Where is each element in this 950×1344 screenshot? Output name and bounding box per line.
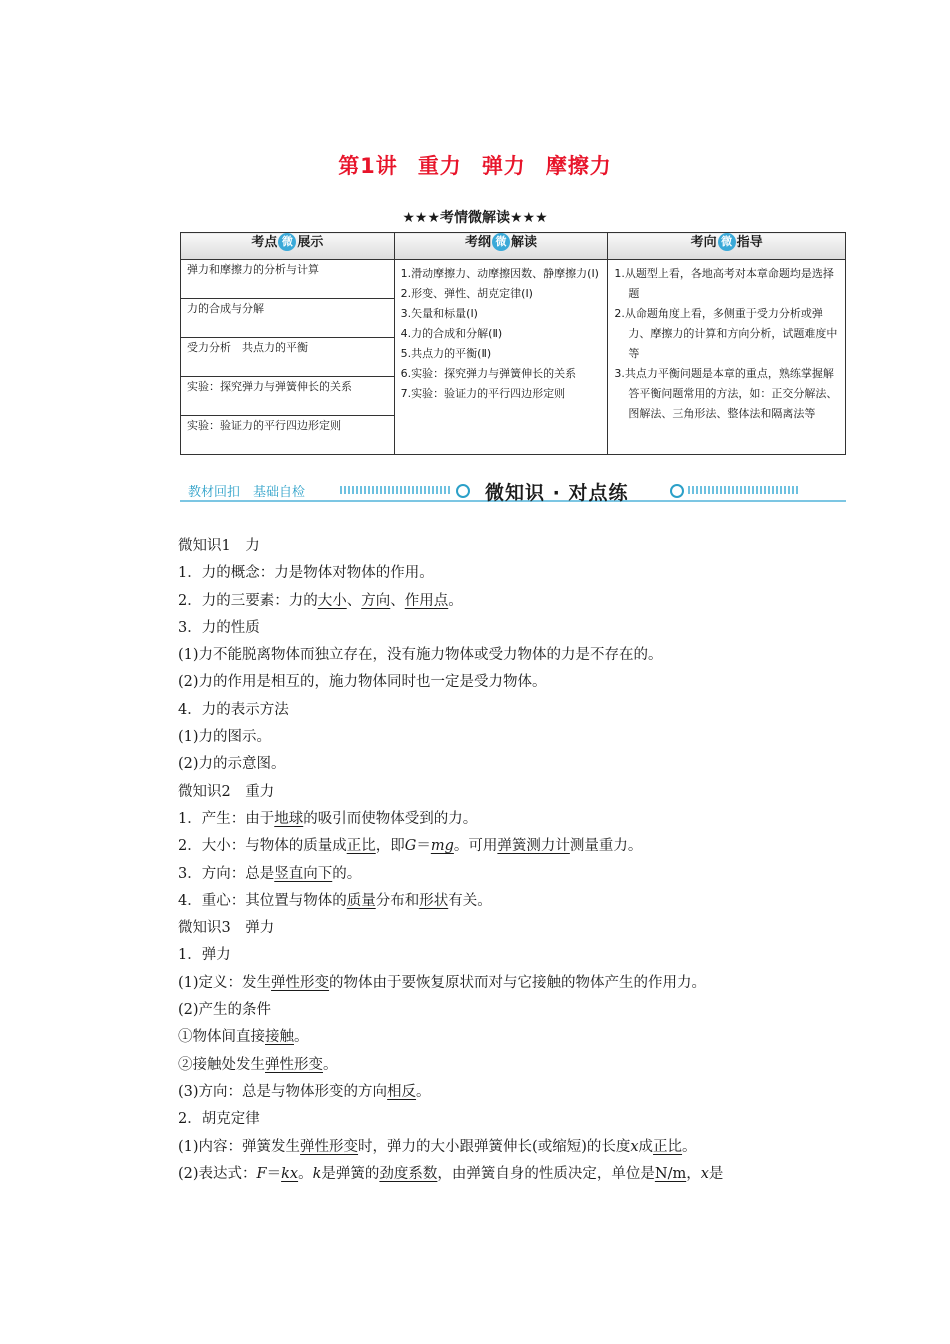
text-segment: 是 bbox=[708, 1165, 724, 1182]
text-segment: (1)力的图示。 bbox=[178, 729, 272, 746]
text-line bbox=[178, 1024, 858, 1051]
banner-left-label: 教材回扣 基础自检 bbox=[188, 485, 306, 500]
text-line bbox=[178, 779, 858, 806]
text-line bbox=[178, 751, 858, 778]
text-line bbox=[178, 1134, 858, 1161]
text-segment: 1．弹力 bbox=[178, 947, 231, 964]
text-line bbox=[178, 697, 858, 724]
text-segment: 3．力的性质 bbox=[178, 619, 260, 636]
text-segment: (2)力的示意图。 bbox=[178, 756, 286, 773]
text-segment: 。 bbox=[682, 1138, 697, 1155]
text-line bbox=[178, 533, 858, 560]
underlined-answer: 方向 bbox=[361, 592, 391, 609]
text-line bbox=[178, 806, 858, 833]
underlined-answer: 弹簧测力计 bbox=[497, 838, 570, 855]
guidance-item: 2.从命题角度上看，多侧重于受力分析或弹力、摩擦力的计算和方向分析，试题难度中等 bbox=[614, 307, 838, 360]
text-segment: (1)力不能脱离物体而独立存在，没有施力物体或受力物体的力是不存在的。 bbox=[178, 647, 663, 664]
text-line bbox=[178, 1106, 858, 1133]
text-segment: x bbox=[630, 1138, 639, 1155]
text-line bbox=[178, 997, 858, 1024]
text-line bbox=[178, 642, 858, 669]
text-segment: ，由弹簧自身的性质决定，单位是 bbox=[437, 1165, 655, 1182]
syllabus-item: 7.实验：验证力的平行四边形定则 bbox=[400, 387, 566, 400]
text-segment: 1．产生：由于 bbox=[178, 810, 275, 827]
text-segment: (1)内容：弹簧发生 bbox=[178, 1138, 301, 1155]
text-segment: 2．胡克定律 bbox=[178, 1111, 260, 1128]
guidance-item: 1.从题型上看，各地高考对本章命题均是选择题 bbox=[614, 267, 834, 300]
text-segment: 、 bbox=[346, 592, 362, 609]
syllabus-item: 3.矢量和标量(Ⅰ) bbox=[400, 307, 478, 320]
title-part-gravity: 重力 bbox=[417, 154, 462, 178]
guidance-cell bbox=[608, 260, 846, 455]
title-part-elastic: 弹力 bbox=[481, 154, 526, 178]
underlined-answer: mg bbox=[430, 838, 454, 855]
text-segment: 测量重力。 bbox=[569, 838, 643, 855]
text-segment: 是弹簧的 bbox=[321, 1165, 380, 1182]
text-line bbox=[178, 833, 858, 860]
underlined-answer: 正比 bbox=[653, 1138, 683, 1155]
syllabus-cell bbox=[394, 260, 608, 455]
text-segment: G bbox=[404, 838, 417, 855]
underlined-answer: 弹性形变 bbox=[271, 974, 330, 991]
text-segment: ， bbox=[686, 1165, 701, 1182]
text-segment: 微知识3 弹力 bbox=[178, 920, 275, 937]
underlined-answer: 形状 bbox=[419, 892, 449, 909]
text-segment: k bbox=[312, 1165, 322, 1182]
text-segment: ＝ bbox=[416, 838, 431, 855]
text-segment: 时，弹力的大小跟弹簧伸长(或缩短)的长度 bbox=[358, 1138, 631, 1155]
underlined-answer: 弹性形变 bbox=[265, 1056, 323, 1073]
text-segment: 。 bbox=[323, 1056, 338, 1073]
wei-badge-icon: 微 bbox=[718, 233, 736, 251]
syllabus-item: 1.滑动摩擦力、动摩擦因数、静摩擦力(Ⅰ) bbox=[400, 267, 599, 280]
text-line bbox=[178, 615, 858, 642]
text-segment: ①物体间直接 bbox=[178, 1029, 265, 1046]
text-segment: 。 bbox=[448, 592, 463, 609]
wei-badge-icon: 微 bbox=[278, 233, 296, 251]
text-segment: 4．力的表示方法 bbox=[178, 701, 289, 718]
underlined-answer: 竖直向下 bbox=[274, 865, 333, 882]
exam-point-cell: 实验：探究弹力与弹簧伸长的关系 bbox=[181, 377, 395, 416]
text-segment: (3)方向：总是与物体形变的方向 bbox=[178, 1083, 388, 1100]
text-segment: 微知识2 重力 bbox=[178, 783, 275, 800]
syllabus-item: 6.实验：探究弹力与弹簧伸长的关系 bbox=[400, 367, 577, 380]
underlined-answer: kx bbox=[281, 1165, 299, 1182]
underlined-answer: 大小 bbox=[317, 592, 347, 609]
text-segment: 、 bbox=[390, 592, 405, 609]
text-line bbox=[178, 861, 858, 888]
header-guidance: 考向 微 指导 bbox=[608, 233, 846, 260]
text-line bbox=[178, 970, 858, 997]
exam-point-cell: 弹力和摩擦力的分析与计算 bbox=[181, 260, 395, 299]
text-segment: ②接触处发生 bbox=[178, 1056, 265, 1073]
title-part-friction: 摩擦力 bbox=[545, 154, 612, 178]
exam-overview-heading: ★★★考情微解读★★★ bbox=[402, 210, 548, 226]
document-body bbox=[178, 533, 858, 1188]
text-segment: 2．力的三要素：力的 bbox=[178, 592, 318, 609]
text-segment: (2)力的作用是相互的，施力物体同时也一定是受力物体。 bbox=[178, 674, 547, 691]
text-segment: 1．力的概念：力是物体对物体的作用。 bbox=[178, 565, 434, 582]
banner-title: 微知识 · 对点练 bbox=[485, 482, 629, 504]
text-segment: 3．方向：总是 bbox=[178, 865, 275, 882]
exam-point-cell: 受力分析 共点力的平衡 bbox=[181, 338, 395, 377]
text-segment: ，即 bbox=[375, 838, 405, 855]
section-banner bbox=[180, 478, 846, 506]
text-line bbox=[178, 560, 858, 587]
guidance-item: 3.共点力平衡问题是本章的重点，熟练掌握解答平衡问题常用的方法，如：正交分解法、图解法、三角形法、整体法和隔离法等 bbox=[614, 367, 838, 420]
dotted-decoration-icon bbox=[340, 486, 450, 494]
text-segment: x bbox=[700, 1165, 709, 1182]
exam-point-cell: 力的合成与分解 bbox=[181, 299, 395, 338]
exam-point-cell: 实验：验证力的平行四边形定则 bbox=[181, 416, 395, 455]
text-line bbox=[178, 915, 858, 942]
text-segment: 的物体由于要恢复原状而对与它接触的物体产生的作用力。 bbox=[329, 974, 707, 991]
ring-icon bbox=[670, 484, 684, 498]
header-points: 考点 微 展示 bbox=[181, 233, 395, 260]
ring-icon bbox=[456, 484, 470, 498]
text-segment: 。 bbox=[416, 1083, 431, 1100]
text-segment: 。 bbox=[298, 1165, 313, 1182]
text-segment: 。 bbox=[294, 1029, 309, 1046]
lecture-number: 第1讲 bbox=[338, 154, 398, 178]
text-line bbox=[178, 724, 858, 751]
underlined-answer: 接触 bbox=[265, 1029, 294, 1046]
text-line bbox=[178, 888, 858, 915]
header-syllabus: 考纲 微 解读 bbox=[394, 233, 608, 260]
text-segment: (1)定义：发生 bbox=[178, 974, 272, 991]
underlined-answer: 弹性形变 bbox=[300, 1138, 359, 1155]
text-line bbox=[178, 1052, 858, 1079]
underlined-answer: 正比 bbox=[346, 838, 376, 855]
text-line bbox=[178, 942, 858, 969]
text-segment: 4．重心：其位置与物体的 bbox=[178, 892, 347, 909]
text-segment: 分布和 bbox=[375, 892, 420, 909]
text-segment: 2．大小：与物体的质量成 bbox=[178, 838, 347, 855]
syllabus-item: 4.力的合成和分解(Ⅱ) bbox=[400, 327, 503, 340]
syllabus-item: 2.形变、弹性、胡克定律(Ⅰ) bbox=[400, 287, 533, 300]
exam-overview-table bbox=[180, 232, 846, 455]
dotted-decoration-icon bbox=[688, 486, 798, 494]
text-line bbox=[178, 669, 858, 696]
text-segment: (2)表达式： bbox=[178, 1165, 257, 1182]
text-line bbox=[178, 1161, 858, 1188]
wei-badge-icon: 微 bbox=[492, 233, 510, 251]
text-line bbox=[178, 1079, 858, 1106]
underlined-answer: 质量 bbox=[346, 892, 376, 909]
underlined-answer: N/m bbox=[654, 1165, 687, 1182]
underlined-answer: 相反 bbox=[387, 1083, 417, 1100]
text-segment: 的。 bbox=[332, 865, 362, 882]
text-segment: ＝ bbox=[266, 1165, 282, 1182]
text-line bbox=[178, 588, 858, 615]
text-segment: 成 bbox=[638, 1138, 654, 1155]
text-segment: (2)产生的条件 bbox=[178, 1002, 272, 1019]
text-segment: F bbox=[256, 1165, 267, 1182]
text-segment: 微知识1 力 bbox=[178, 538, 260, 554]
page-title bbox=[0, 150, 950, 180]
underlined-answer: 劲度系数 bbox=[379, 1165, 438, 1182]
underlined-answer: 作用点 bbox=[404, 592, 449, 609]
underlined-answer: 地球 bbox=[274, 810, 304, 827]
text-segment: 。可用 bbox=[453, 838, 498, 855]
text-segment: 有关。 bbox=[448, 892, 492, 909]
syllabus-item: 5.共点力的平衡(Ⅱ) bbox=[400, 347, 492, 360]
text-segment: 的吸引而使物体受到的力。 bbox=[303, 810, 478, 827]
